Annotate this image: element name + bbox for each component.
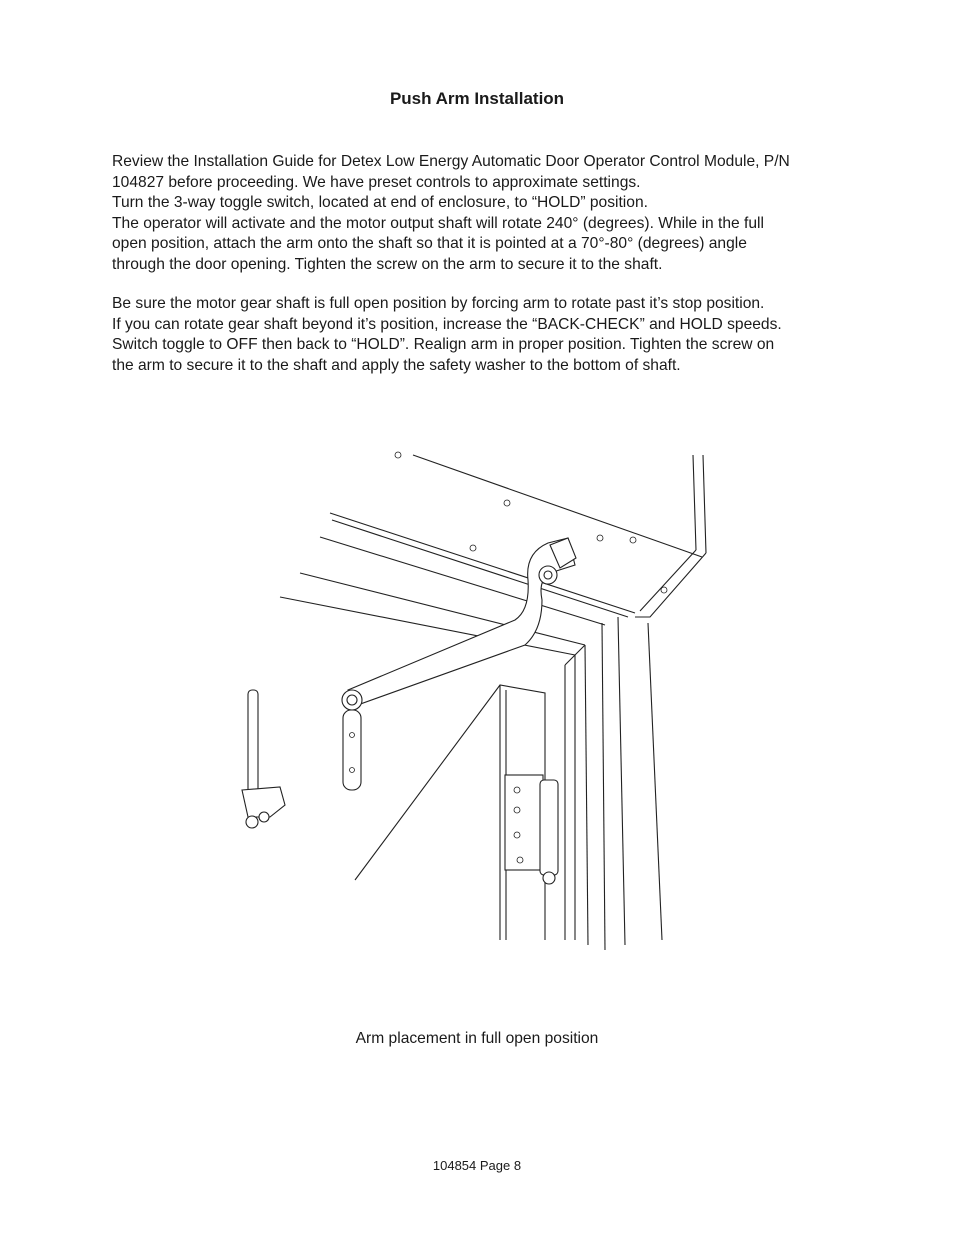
figure-caption: Arm placement in full open position bbox=[355, 1030, 599, 1047]
text-line: Switch toggle to OFF then back to “HOLD”. Realign arm in proper position. Tighten the screw on bbox=[112, 336, 775, 354]
page-footer: 104854 Page 8 bbox=[432, 1158, 522, 1173]
arm-diagram-illustration bbox=[230, 445, 710, 955]
text-line: If you can rotate gear shaft beyond it’s position, increase the “BACK-CHECK” and HOLD speeds. bbox=[112, 315, 782, 333]
text-line: Turn the 3-way toggle switch, located at end of enclosure, to “HOLD” position. bbox=[112, 194, 648, 212]
text-line: Review the Installation Guide for Detex Low Energy Automatic Door Operator Control Module, P/N bbox=[112, 153, 790, 170]
text-line: Be sure the motor gear shaft is full open position by forcing arm to rotate past it’s stop position. bbox=[112, 295, 765, 312]
page-title: Push Arm Installation bbox=[389, 89, 565, 108]
text-line: The operator will activate and the motor output shaft will rotate 240° (degrees). While in the full bbox=[112, 214, 764, 232]
text-line: open position, attach the arm onto the shaft so that it is pointed at a 70°-80° (degrees) angle bbox=[112, 235, 747, 253]
instructions-paragraph-1 bbox=[112, 152, 872, 276]
instructions-paragraph-2 bbox=[112, 294, 872, 376]
text-line: the arm to secure it to the shaft and apply the safety washer to the bottom of shaft. bbox=[112, 356, 681, 374]
push-arm-installation-diagram bbox=[230, 445, 710, 955]
text-line: 104827 before proceeding. We have preset controls to approximate settings. bbox=[112, 173, 641, 191]
text-line: through the door opening. Tighten the screw on the arm to secure it to the shaft. bbox=[112, 255, 663, 273]
